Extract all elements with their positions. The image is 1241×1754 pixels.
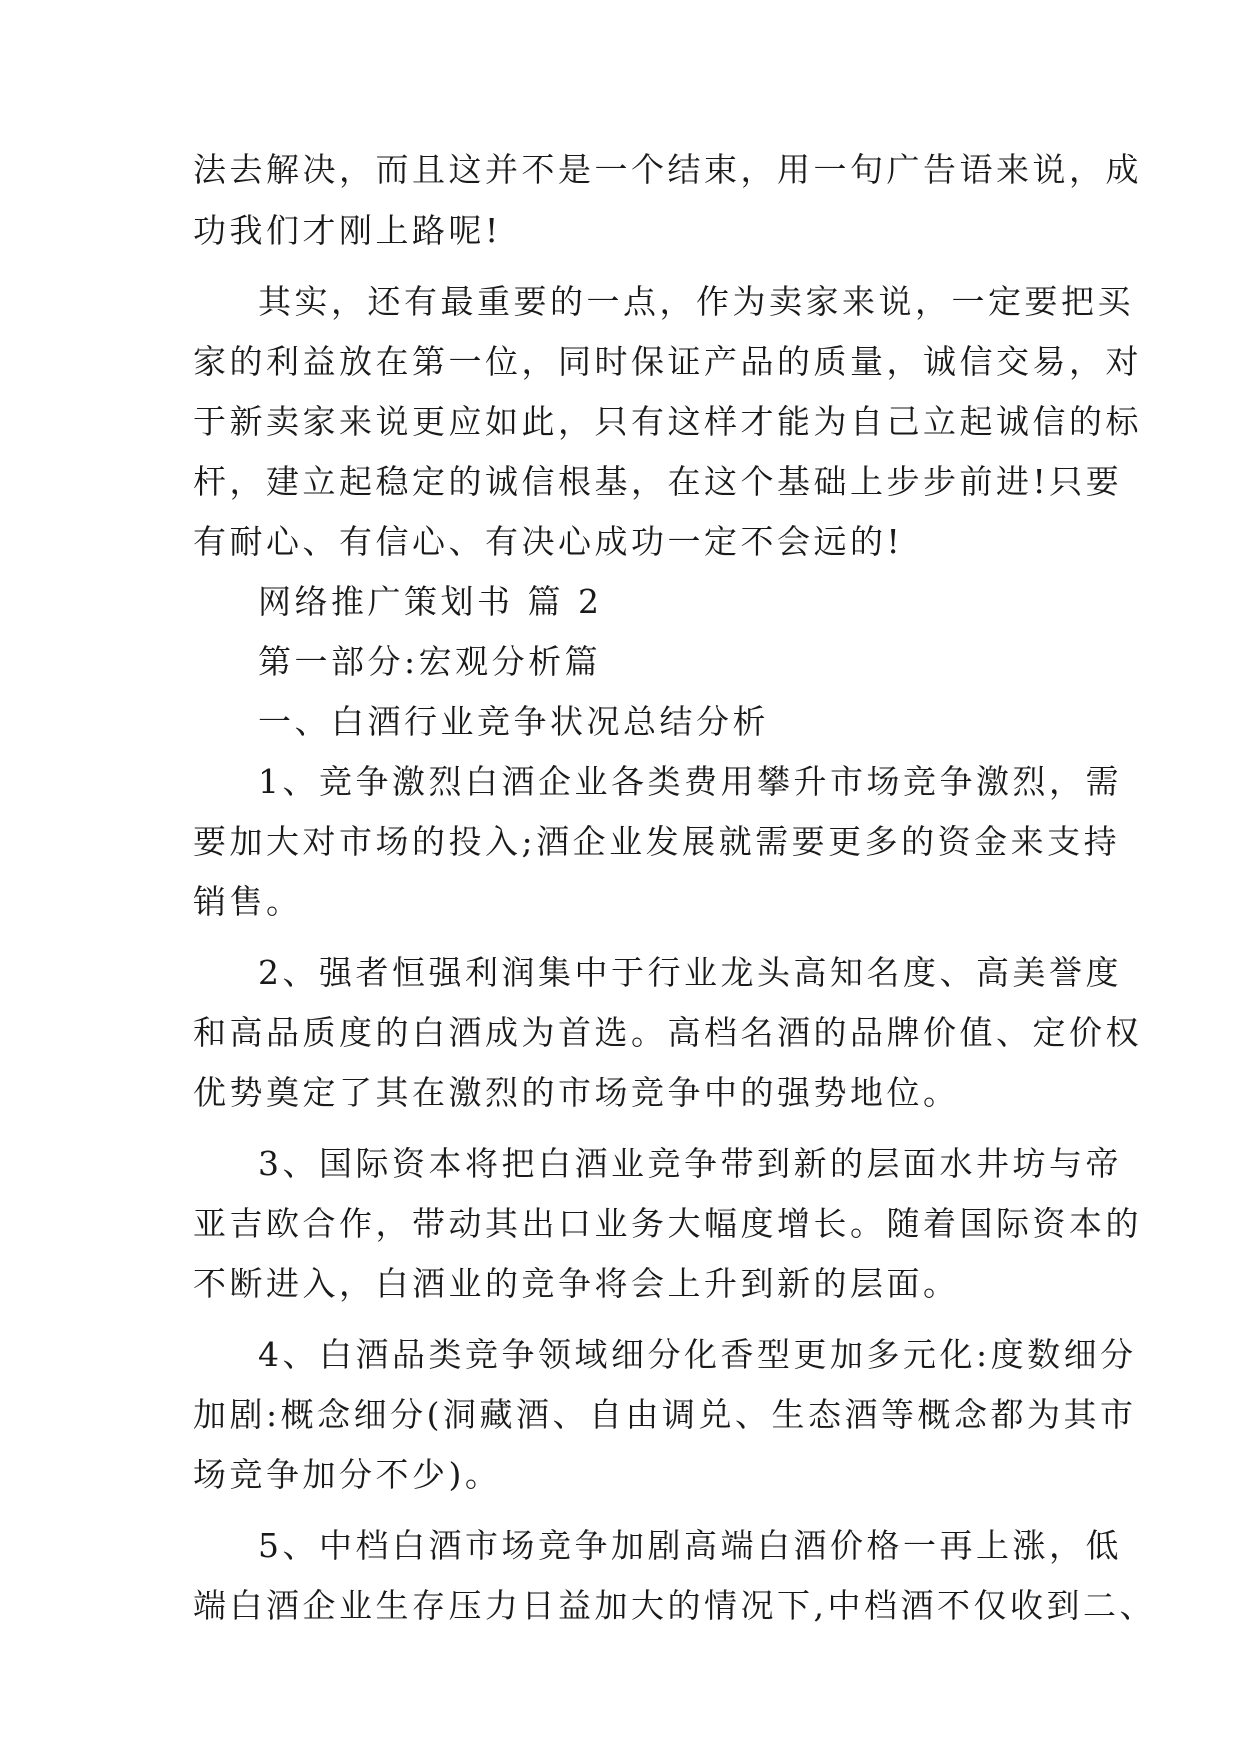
list-item-5: 5、中档白酒市场竞争加剧高端白酒价格一再上涨，低 bbox=[258, 1526, 1122, 1565]
text-line: 家的利益放在第一位，同时保证产品的质量，诚信交易，对 bbox=[193, 342, 1142, 381]
text-line: 杆，建立起稳定的诚信根基，在这个基础上步步前进!只要 bbox=[193, 462, 1123, 501]
text-line: 销售。 bbox=[193, 882, 303, 921]
text-line: 不断进入，白酒业的竞争将会上升到新的层面。 bbox=[193, 1264, 960, 1303]
text-line: 端白酒企业生存压力日益加大的情况下,中档酒不仅收到二、 bbox=[193, 1586, 1156, 1625]
text-line: 有耐心、有信心、有决心成功一定不会远的! bbox=[193, 522, 904, 561]
text-line: 功我们才刚上路呢! bbox=[193, 211, 502, 250]
subsection-heading: 一、白酒行业竞争状况总结分析 bbox=[258, 702, 769, 741]
text-line: 和高品质度的白酒成为首选。高档名酒的品牌价值、定价权 bbox=[193, 1013, 1142, 1052]
list-item-4: 4、白酒品类竞争领域细分化香型更加多元化:度数细分 bbox=[258, 1335, 1137, 1374]
text-line: 优势奠定了其在激烈的市场竞争中的强势地位。 bbox=[193, 1073, 960, 1112]
text-line: 加剧:概念细分(洞藏酒、自由调兑、生态酒等概念都为其市 bbox=[193, 1395, 1137, 1434]
list-item-1: 1、竞争激烈白酒企业各类费用攀升市场竞争激烈，需 bbox=[258, 762, 1122, 801]
list-item-2: 2、强者恒强利润集中于行业龙头高知名度、高美誉度 bbox=[258, 953, 1122, 992]
list-item-3: 3、国际资本将把白酒业竞争带到新的层面水井坊与帝 bbox=[258, 1144, 1122, 1183]
section-heading: 网络推广策划书 篇 2 bbox=[258, 582, 603, 621]
text-line: 法去解决，而且这并不是一个结束，用一句广告语来说，成 bbox=[193, 150, 1142, 189]
text-line: 亚吉欧合作，带动其出口业务大幅度增长。随着国际资本的 bbox=[193, 1204, 1142, 1243]
text-line: 于新卖家来说更应如此，只有这样才能为自己立起诚信的标 bbox=[193, 402, 1142, 441]
part-heading: 第一部分:宏观分析篇 bbox=[258, 642, 602, 681]
text-line: 场竞争加分不少)。 bbox=[193, 1455, 502, 1494]
paragraph-first-line: 其实，还有最重要的一点，作为卖家来说，一定要把买 bbox=[258, 282, 1134, 321]
text-line: 要加大对市场的投入;酒企业发展就需要更多的资金来支持 bbox=[193, 822, 1121, 861]
